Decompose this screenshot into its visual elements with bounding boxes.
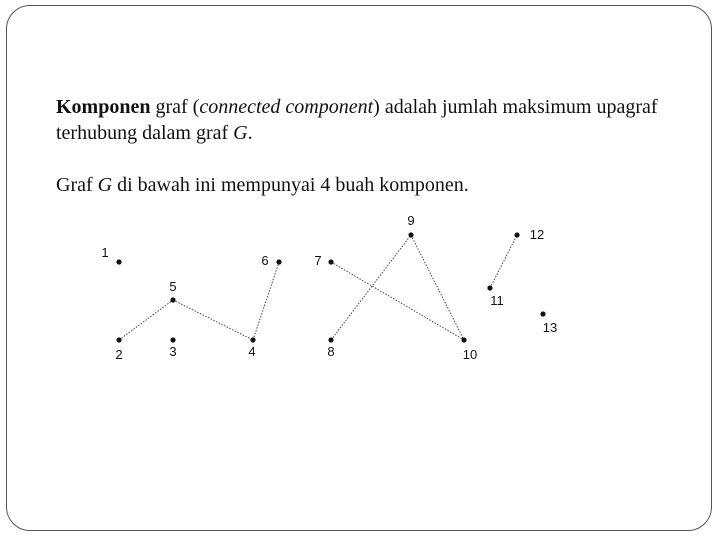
- node-12: [514, 232, 519, 237]
- node-1: [116, 259, 121, 264]
- definition-text-2: ) adalah jumlah maksimum upagraf terhubung dalam graf: [56, 96, 658, 144]
- node-4: [250, 337, 255, 342]
- node-label-1: 1: [101, 245, 109, 260]
- node-10: [461, 337, 466, 342]
- node-13: [540, 311, 545, 316]
- graph-nodes: [101, 213, 557, 362]
- node-5: [170, 297, 175, 302]
- definition-italic-term: connected component: [199, 96, 374, 118]
- term-bold: Komponen: [56, 96, 151, 118]
- graph-symbol: G: [233, 122, 248, 144]
- node-label-4: 4: [248, 344, 256, 359]
- node-label-12: 12: [529, 227, 545, 242]
- node-label-2: 2: [115, 347, 123, 362]
- node-9: [408, 232, 413, 237]
- edge-2-5: [119, 300, 173, 340]
- edge-4-6: [253, 262, 279, 340]
- node-label-9: 9: [407, 213, 415, 228]
- node-label-5: 5: [169, 279, 177, 294]
- graph-edges: [119, 235, 517, 340]
- edge-8-9: [331, 235, 411, 340]
- node-label-13: 13: [542, 320, 558, 335]
- edge-7-10: [331, 262, 464, 340]
- node-8: [328, 337, 333, 342]
- node-7: [328, 259, 333, 264]
- node-label-3: 3: [169, 344, 177, 359]
- example-text-2: di bawah ini mempunyai 4 buah komponen.: [112, 174, 469, 196]
- node-6: [276, 259, 281, 264]
- edge-5-4: [173, 300, 253, 340]
- example-text-1: Graf: [56, 174, 98, 196]
- definition-text-1: graf (: [150, 96, 200, 118]
- node-label-8: 8: [327, 344, 335, 359]
- node-label-11: 11: [490, 293, 504, 308]
- node-label-7: 7: [314, 253, 322, 268]
- definition-text-3: .: [247, 122, 253, 144]
- node-2: [116, 337, 121, 342]
- node-label-10: 10: [462, 347, 478, 362]
- node-11: [487, 285, 492, 290]
- node-3: [170, 337, 175, 342]
- node-label-6: 6: [261, 253, 269, 268]
- graph-symbol: G: [97, 174, 113, 196]
- edge-11-12: [490, 235, 517, 288]
